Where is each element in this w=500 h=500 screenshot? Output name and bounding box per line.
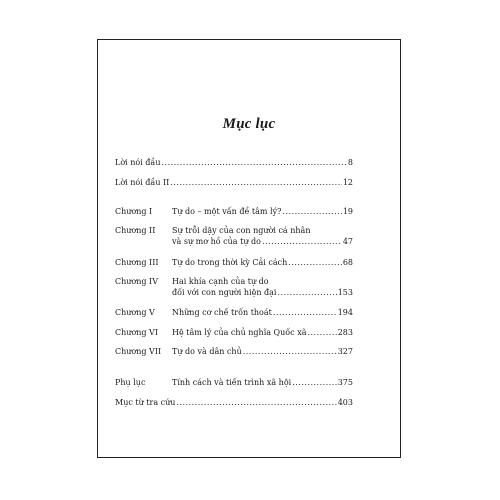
toc-leader-dots [176,397,336,408]
toc-entry-text: Hệ tâm lý của chủ nghĩa Quốc xã [172,328,307,337]
toc-leader-dots [262,236,342,247]
toc-entry-chapter-6 [115,327,353,338]
toc-leader-dots [307,327,336,338]
toc-page-number: 375 [337,378,353,387]
toc-chapter-label: Phụ lục [115,378,146,387]
toc-entry-text: Những cơ chế trốn thoát [172,308,272,317]
toc-page-number: 194 [337,308,353,317]
toc-entry-chapter-4 [115,276,353,298]
toc-entry-text: Lời nói đầu II [115,178,170,187]
toc-entry-chapter-3 [115,257,353,268]
toc-page-number: 68 [342,258,353,267]
toc-page-number: 47 [342,237,353,246]
toc-leader-dots [292,377,337,388]
toc-leader-dots [161,157,346,168]
toc-page-number: 19 [342,207,353,216]
toc-chapter-label: Chương I [115,207,153,216]
toc-chapter-label: Chương IV [115,277,158,286]
toc-entry-text: Tự do và dân chủ [172,347,242,356]
toc-entry-text: đối với con người hiện đại [172,288,277,297]
toc-entry-text: Sự trỗi dậy của con người cá nhân [172,226,311,235]
toc-chapter-label: Chương III [115,258,159,267]
toc-leader-dots [273,307,337,318]
toc-leader-dots [277,287,336,298]
toc-entry-text: Lời nói đầu [115,158,161,167]
toc-chapter-label: Chương VI [115,328,158,337]
toc-entry-chapter-1 [115,206,353,217]
toc-page-number: 153 [337,288,353,297]
toc-page-number: 327 [337,347,353,356]
toc-entry-chapter-5 [115,307,353,318]
toc-entry-text: Hai khía cạnh của tự do [172,277,269,286]
toc-entry-text: Tự do – một vấn đề tâm lý? [172,207,282,216]
toc-entry-text: và sự mơ hồ của tự do [172,237,261,246]
toc-leader-dots [288,257,342,268]
toc-entry-chapter-2 [115,225,353,247]
toc-entry-text: Tự do trong thời kỳ Cải cách [172,258,288,267]
toc-leader-dots [243,346,337,357]
toc-page-number: 12 [342,178,353,187]
toc-chapter-label: Chương VII [115,347,162,356]
toc-leader-dots [282,206,341,217]
toc-chapter-label: Chương II [115,226,156,235]
toc-chapter-label: Chương V [115,308,155,317]
page-title: Mục lục [222,116,276,132]
toc-page-number: 283 [337,328,353,337]
toc-page-number: 403 [337,398,353,407]
book-page [97,39,401,458]
toc-entry-preface [115,157,353,168]
toc-entry-index [115,397,353,408]
toc-entry-preface-2 [115,177,353,188]
toc-leader-dots [170,177,341,188]
toc-entry-chapter-7 [115,346,353,357]
toc-entry-text: Tính cách và tiến trình xã hội [172,378,292,387]
toc-entry-appendix [115,377,353,388]
toc-entry-text: Mục từ tra cứu [115,398,176,407]
toc-page-number: 8 [347,158,353,167]
